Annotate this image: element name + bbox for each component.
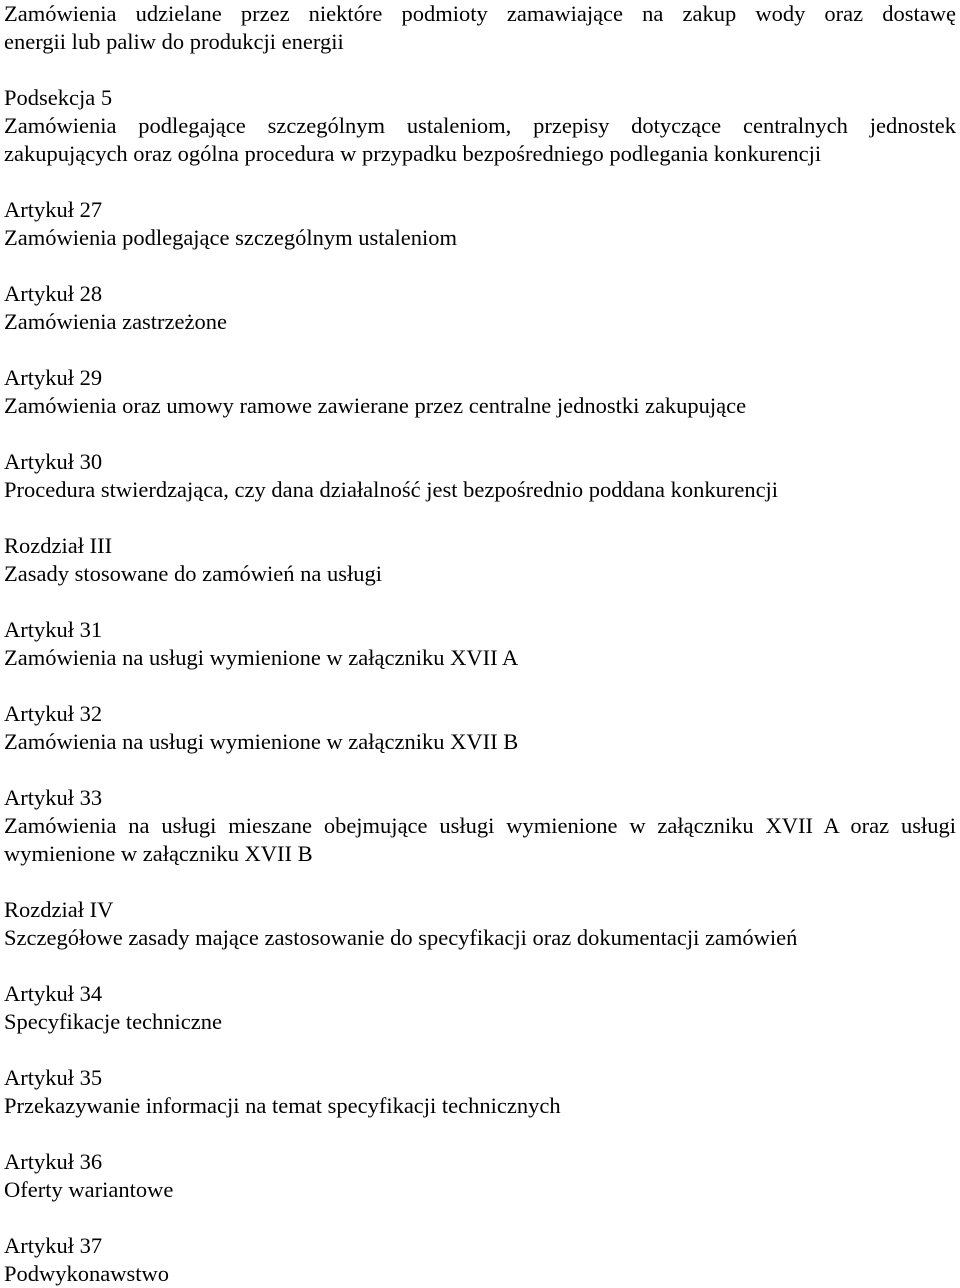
- section-rozdzial-iii: [4, 532, 956, 588]
- section-title-line: Zamówienia zastrzeżone: [4, 309, 228, 334]
- section-artykul-28: [4, 280, 956, 336]
- section-artykul-30: [4, 448, 956, 504]
- section-label: Rozdział IV: [4, 897, 114, 922]
- section-label: Rozdział III: [4, 533, 113, 558]
- section-title-line: Zamówienia oraz umowy ramowe zawierane przez centralne jednostki zakupujące: [4, 393, 747, 418]
- section-title-line: Zamówienia na usługi mieszane obejmujące usługi wymienione w załączniku XVII A oraz usługi: [4, 813, 956, 838]
- intro-line: Zamówienia udzielane przez niektóre podmioty zamawiające na zakup wody oraz dostawę: [4, 1, 956, 26]
- section-title-line: Szczegółowe zasady mające zastosowanie do specyfikacji oraz dokumentacji zamówień: [4, 925, 798, 950]
- intro-paragraph: [4, 0, 956, 56]
- section-title-line: Podwykonawstwo: [4, 1261, 170, 1286]
- section-label: Artykuł 29: [4, 365, 103, 390]
- section-artykul-32: [4, 700, 956, 756]
- section-title-line: Zasady stosowane do zamówień na usługi: [4, 561, 383, 586]
- section-title-line: Zamówienia na usługi wymienione w załączniku XVII A: [4, 645, 519, 670]
- section-artykul-36: [4, 1148, 956, 1204]
- section-title-line: Przekazywanie informacji na temat specyfikacji technicznych: [4, 1093, 561, 1118]
- section-artykul-31: [4, 616, 956, 672]
- section-title-line: Specyfikacje techniczne: [4, 1009, 223, 1034]
- section-label: Artykuł 35: [4, 1065, 103, 1090]
- section-rozdzial-iv: [4, 896, 956, 952]
- section-title-line: Zamówienia na usługi wymienione w załączniku XVII B: [4, 729, 519, 754]
- section-podsekcja-5: [4, 84, 956, 168]
- document-page: [4, 0, 956, 1288]
- section-title-line: Zamówienia podlegające szczególnym ustaleniom: [4, 225, 457, 250]
- section-artykul-35: [4, 1064, 956, 1120]
- section-label: Podsekcja 5: [4, 85, 113, 110]
- section-label: Artykuł 37: [4, 1233, 103, 1258]
- intro-line: energii lub paliw do produkcji energii: [4, 29, 344, 54]
- section-title-line: Zamówienia podlegające szczególnym ustaleniom, przepisy dotyczące centralnych jednostek: [4, 113, 956, 138]
- section-label: Artykuł 32: [4, 701, 103, 726]
- section-title-line: zakupujących oraz ogólna procedura w przypadku bezpośredniego podlegania konkurencji: [4, 141, 822, 166]
- section-title-line: Oferty wariantowe: [4, 1177, 174, 1202]
- section-label: Artykuł 31: [4, 617, 103, 642]
- section-label: Artykuł 28: [4, 281, 103, 306]
- section-label: Artykuł 36: [4, 1149, 103, 1174]
- section-title-line: Procedura stwierdzająca, czy dana działalność jest bezpośrednio poddana konkurencji: [4, 477, 779, 502]
- section-label: Artykuł 34: [4, 981, 103, 1006]
- section-label: Artykuł 33: [4, 785, 103, 810]
- section-artykul-34: [4, 980, 956, 1036]
- section-label: Artykuł 27: [4, 197, 103, 222]
- section-title-line: wymienione w załączniku XVII B: [4, 841, 313, 866]
- section-artykul-33: [4, 784, 956, 868]
- section-artykul-29: [4, 364, 956, 420]
- section-artykul-27: [4, 196, 956, 252]
- section-label: Artykuł 30: [4, 449, 103, 474]
- section-artykul-37: [4, 1232, 956, 1288]
